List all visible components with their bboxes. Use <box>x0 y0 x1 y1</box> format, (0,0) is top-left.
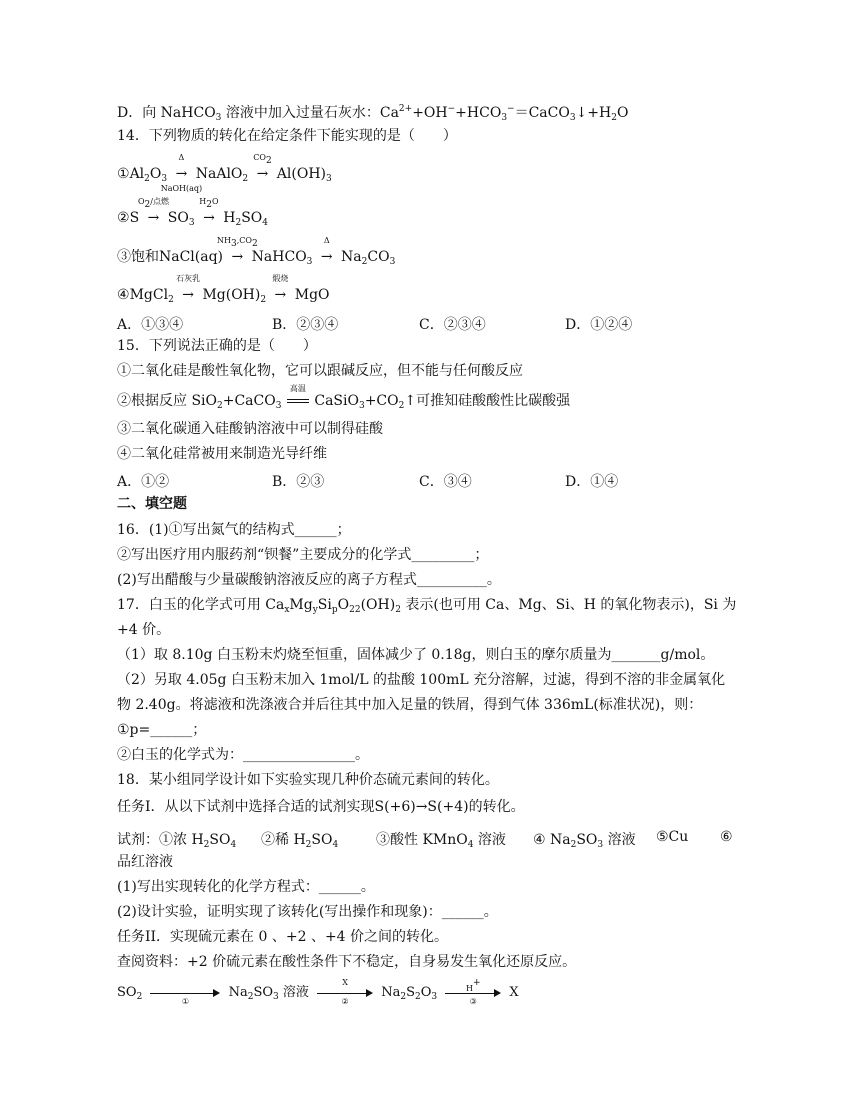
q16-line-3: (2)写出醋酸与少量碳酸钠溶液反应的离子方程式__________。 <box>117 572 501 588</box>
q14-option-d: D．①②④ <box>565 317 633 333</box>
q14-route-3: ③饱和NaCl(aq) $NH_3,CO_2$ → NaHCO$_3$ Δ → $Na_2CO_3$ <box>117 236 396 267</box>
q16-line-1: 16．(1)①写出氮气的结构式______； <box>117 522 351 538</box>
q18-stem: 18．某小组同学设计如下实验实现几种价态硫元素间的转化。 <box>117 772 499 788</box>
q15-statement-2: ②根据反应 SiO$_2$+CaCO$_3$ 高温 $CaSiO_3+CO_2↑$可推知硅酸酸性比碳酸强 <box>117 384 571 411</box>
reaction-equals-sign: 高温 <box>286 393 310 410</box>
flow-arrow-3: H+ ③ <box>445 988 501 998</box>
q14-option-b: B．②③④ <box>272 317 339 333</box>
q15-option-d: D．①④ <box>565 474 619 490</box>
q15-statement-4: ④二氧化硅常被用来制造光导纤维 <box>117 446 327 462</box>
q18-reagent-4: ④ $Na_2SO_3$ 溶液 <box>533 832 636 850</box>
reaction-arrow: $NH_3,CO_2$ → <box>217 236 258 265</box>
q18-reagent-6-name: 品红溶液 <box>117 854 173 870</box>
q17-part-2: （2）另取 4.05g 白玉粉末加入 1mol/L 的盐酸 100mL 充分溶解，过滤，得到不溶的非金属氧化 <box>117 672 726 688</box>
flow-arrow-2: X ② <box>317 988 373 998</box>
q18-reagent-1: ①浓 $H_2SO_4$ <box>159 832 237 850</box>
q13-option-d: D．向 NaHCO$_3$ 溶液中加入过量石灰水：$Ca^{2+}+OH^-+HCO_3^-=CaCO_3↓+H_2O$ <box>117 104 629 123</box>
reaction-arrow: $CO_2$ → <box>253 153 272 182</box>
q14-option-c: C．②③④ <box>419 317 486 333</box>
reaction-arrow: Δ → <box>320 236 333 265</box>
reaction-arrow: 煅烧 → <box>272 274 289 303</box>
q18-task-2: 任务II．实现硫元素在 0 、+2 、+4 价之间的转化。 <box>117 929 449 945</box>
q18-reagent-2: ②稀 $H_2SO_4$ <box>261 832 339 850</box>
q15-stem: 15．下列说法正确的是（ ） <box>117 338 317 354</box>
q18-reagent-6: ⑥ <box>720 829 733 845</box>
q17-line-2: +4 价。 <box>117 622 171 638</box>
q14-option-a: A．①③④ <box>117 317 184 333</box>
q18-reference: 查阅资料：+2 价硫元素在酸性条件下不稳定，自身易发生氧化还原反应。 <box>117 954 577 970</box>
q18-question-2: (2)设计实验，证明实现了该转化(写出操作和现象)：______。 <box>117 904 498 920</box>
flow-arrow-1: ① <box>150 988 220 998</box>
q14-stem: 14．下列物质的转化在给定条件下能实现的是（ ） <box>117 128 457 144</box>
q15-statement-3: ③二氧化碳通入硅酸钠溶液中可以制得硅酸 <box>117 421 383 437</box>
reaction-arrow: 石灰乳 → <box>176 274 201 303</box>
reaction-arrow: $H_2O$ → <box>199 197 219 226</box>
q17-blank-p: ①p=______； <box>117 722 207 738</box>
q14-route-1: $①Al_2O_3$ Δ → NaOH(aq) NaAlO$_2$ $CO_2$ → $Al(OH)_3$ <box>117 153 332 194</box>
q15-statement-1: ①二氧化硅是酸性氧化物，它可以跟碱反应，但不能与任何酸反应 <box>117 363 523 379</box>
q18-reagent-5: ⑤Cu <box>656 829 689 845</box>
q18-question-1: (1)写出实现转化的化学方程式：______。 <box>117 879 375 895</box>
q17-part-1: （1）取 8.10g 白玉粉末灼烧至恒重，固体减少了 0.18g，则白玉的摩尔质量为_______g/mol。 <box>117 647 715 663</box>
q18-reagent-3: ③酸性 KMnO$_4$ 溶液 <box>376 832 506 850</box>
section-heading: 二、填空题 <box>117 496 187 512</box>
q18-task-1: 任务I．从以下试剂中选择合适的试剂实现S(+6)→S(+4)的转化。 <box>117 799 525 815</box>
q15-option-a: A．①② <box>117 474 170 490</box>
q17-part-2-cont: 物 2.40g。将滤液和洗涤液合并后往其中加入足量的铁屑，得到气体 336mL(标准状况)，则： <box>117 697 703 713</box>
q18-flowchart: $SO_2$ ① $Na_2SO_3$ 溶液 X ② $Na_2S_2O_3$ H+ ③ X <box>117 977 519 1006</box>
q15-option-c: C．③④ <box>419 474 472 490</box>
reaction-arrow: $O_2/$点燃 → <box>137 197 169 226</box>
q14-route-2: ②S $O_2/$点燃 → $SO_3$ $H_2O$ → $H_2SO_4$ <box>117 197 269 228</box>
q17-line-1: 17．白玉的化学式可用 $Ca_xMg_ySi_pO_{22}(OH)_2$ 表示(也可用 Ca、Mg、Si、H 的氧化物表示)，Si 为 <box>117 597 737 615</box>
q16-line-2: ②写出医疗用内服药剂“钡餐”主要成分的化学式_________； <box>117 547 489 563</box>
reaction-arrow: Δ → NaOH(aq) <box>160 153 203 194</box>
q18-reagents-label: 试剂： <box>117 832 159 848</box>
q14-route-4: ④MgCl$_2$ 石灰乳 → $Mg(OH)_2$ 煅烧 → MgO <box>117 274 330 305</box>
q17-blank-formula: ②白玉的化学式为：________________。 <box>117 747 369 763</box>
q15-option-b: B．②③ <box>272 474 325 490</box>
